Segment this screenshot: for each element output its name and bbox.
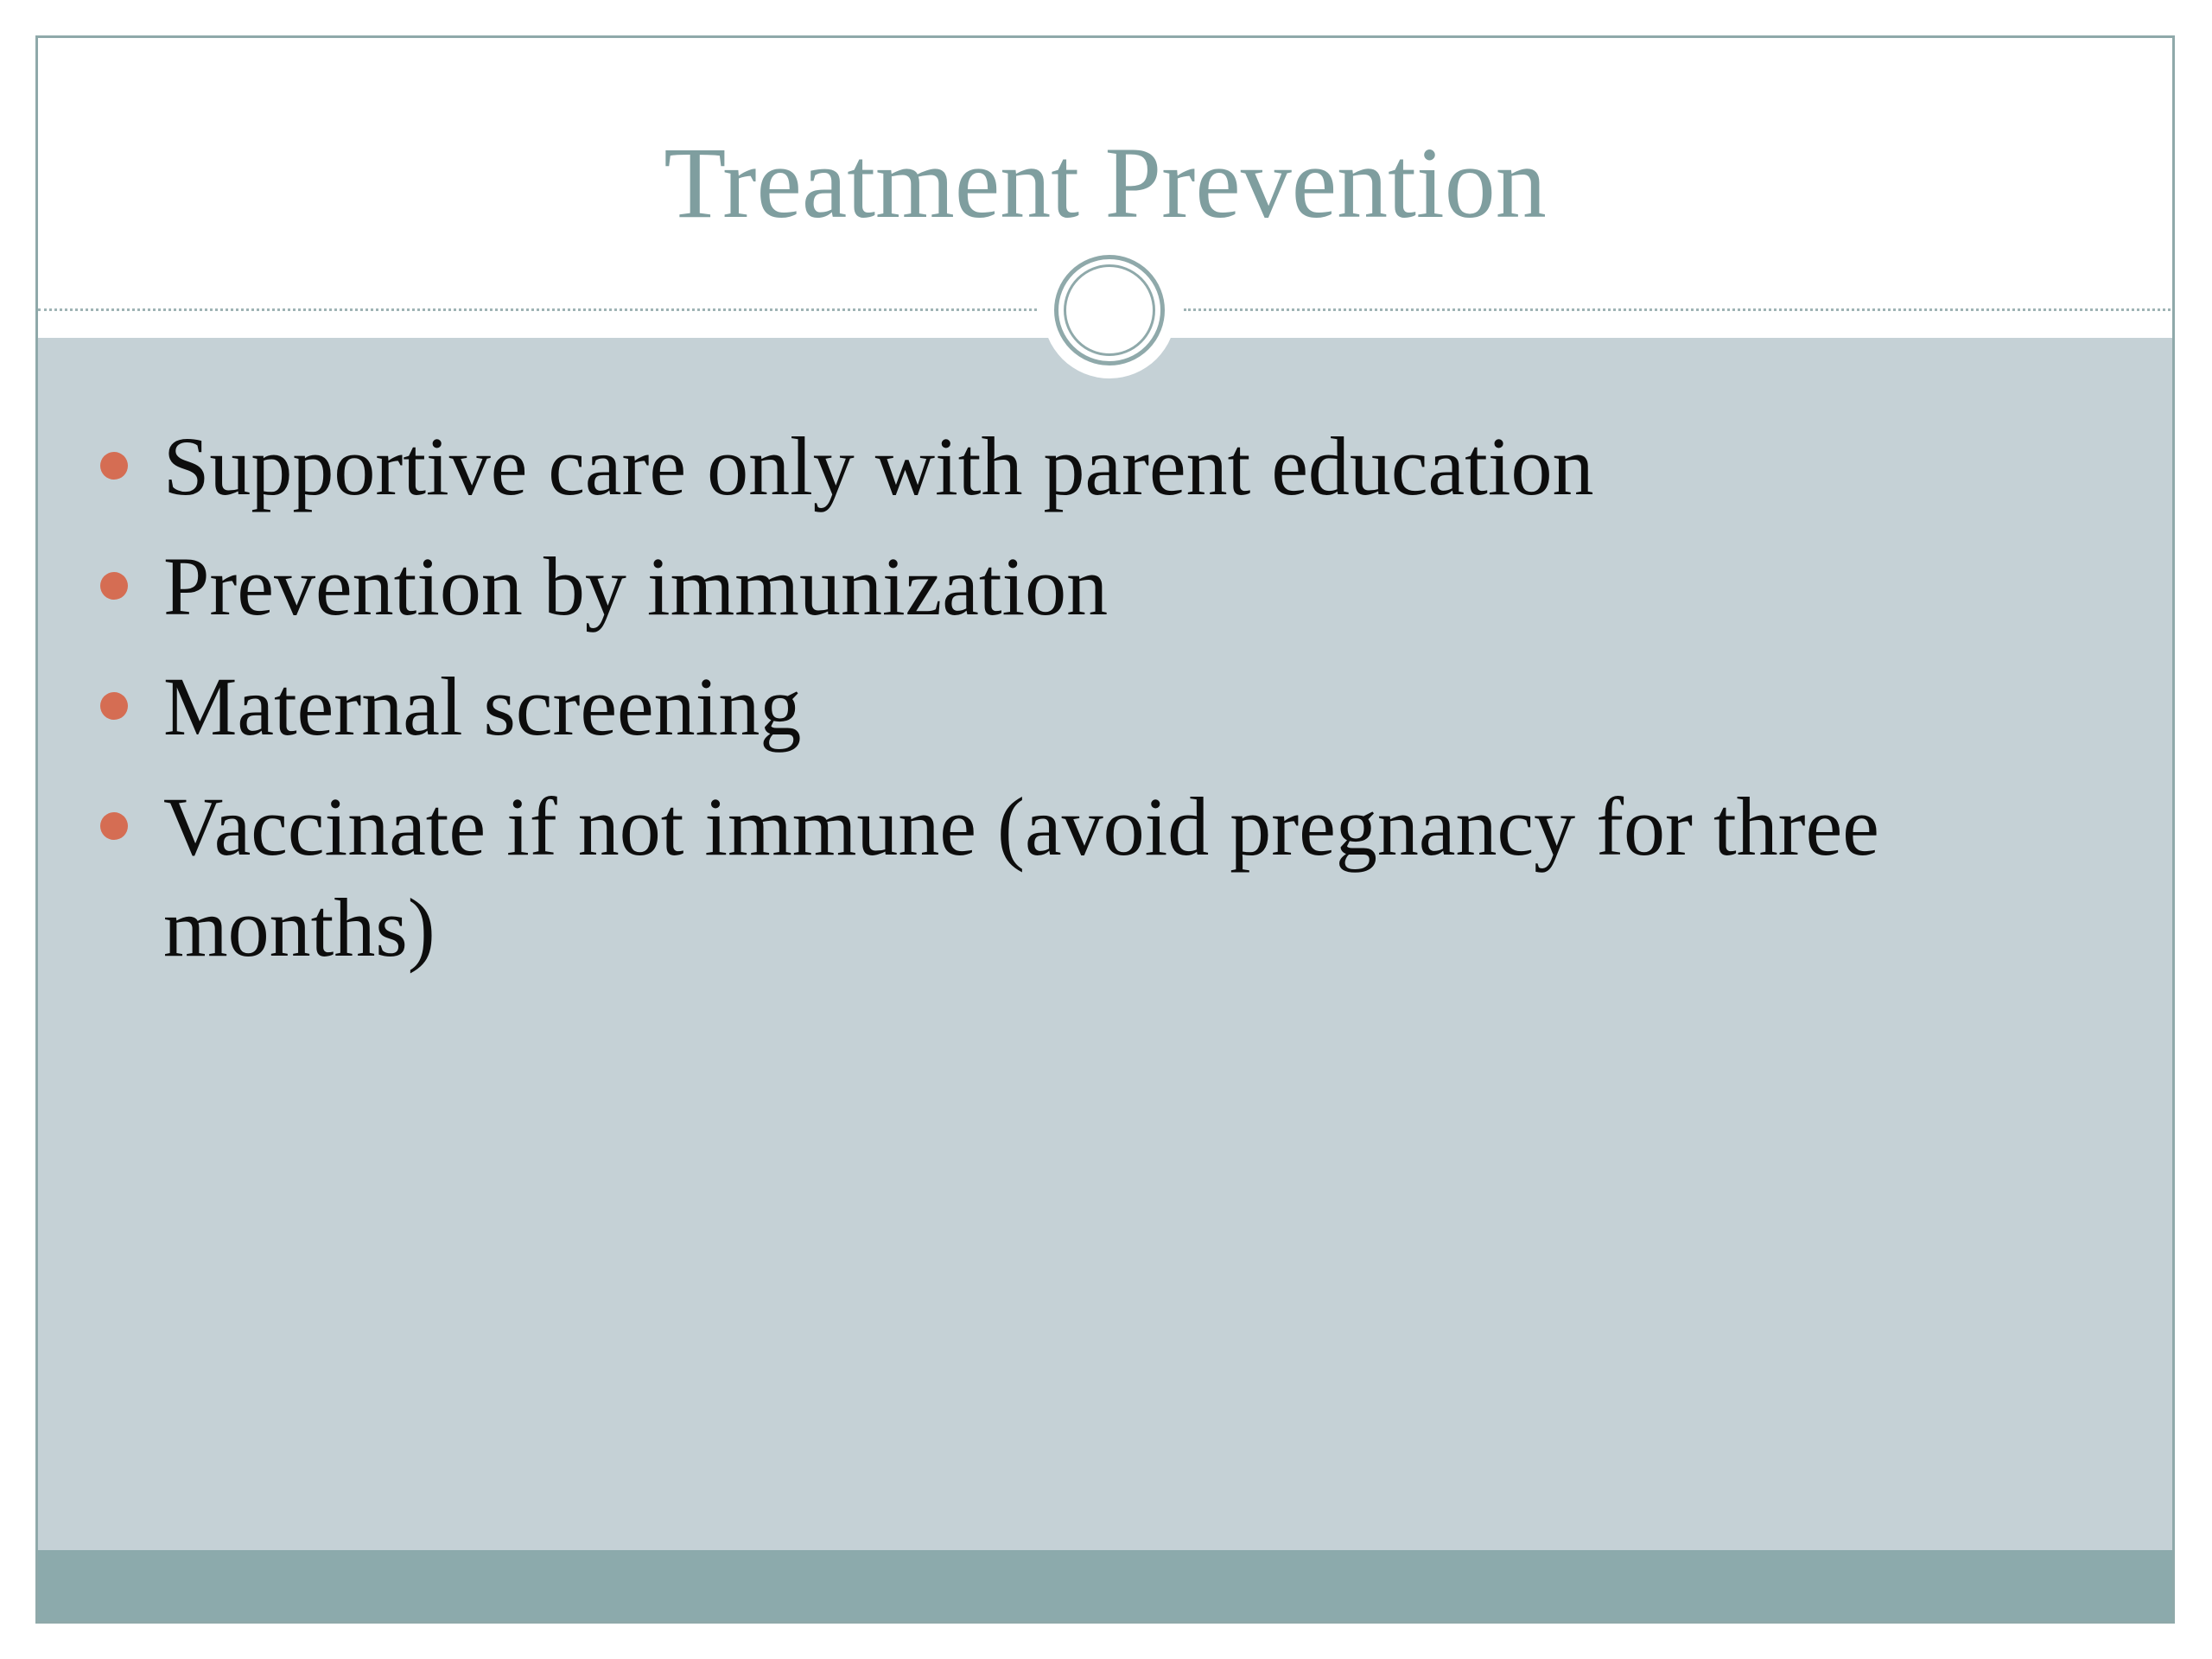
slide [35,35,2175,1624]
bullet-icon [100,812,128,840]
footer-band [38,1550,2172,1624]
bullet-text: Supportive care only with parent education [163,420,1594,512]
slide-content-area [38,338,2172,1563]
bullet-icon [100,572,128,600]
bullet-icon [100,452,128,480]
bullet-text: Maternal screening [163,660,802,753]
medallion-inner-ring [1064,264,1155,356]
slide-title: Treatment Prevention [664,126,1547,239]
bullet-item [38,776,2172,978]
bullet-item [38,416,2172,517]
bullet-text: Vaccinate if not immune (avoid pregnancy for three months) [163,780,1879,974]
header-divider-left [38,308,1037,311]
circle-medallion-icon [1054,255,1165,365]
header-divider-right [1184,308,2175,311]
bullet-list [38,416,2172,997]
bullet-item [38,656,2172,757]
bullet-icon [100,692,128,720]
bullet-item [38,536,2172,637]
bullet-text: Prevention by immunization [163,540,1109,632]
